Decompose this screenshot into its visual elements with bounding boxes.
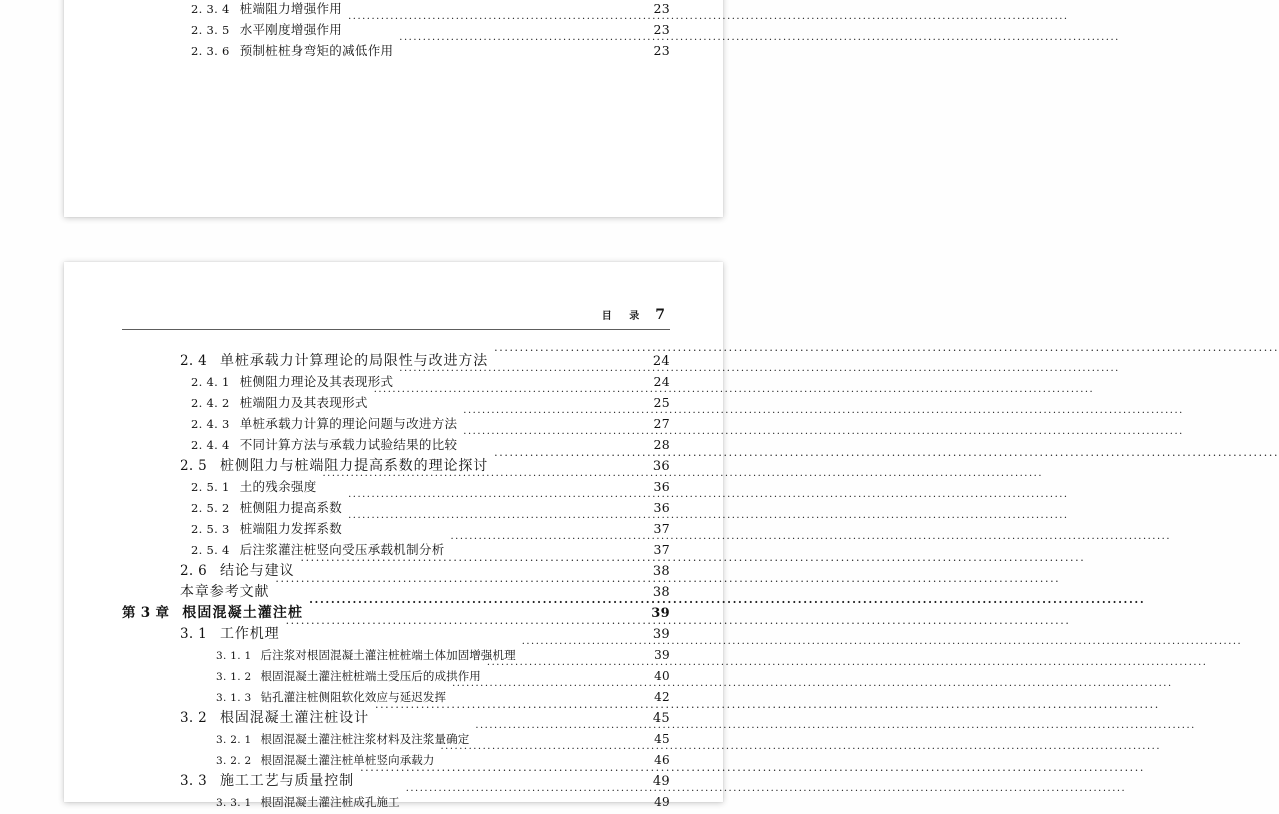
toc-list-previous-page — [64, 0, 723, 58]
toc-entry-title: 根固混凝土灌注桩桩端土受压后的成拱作用 — [260, 669, 481, 683]
toc-entry-page-number: 28 — [653, 437, 670, 452]
toc-entry-number: 2. 5. 3 — [191, 522, 230, 536]
toc-entry-page-number: 36 — [653, 479, 670, 494]
toc-entry-title: 单桩承载力计算理论的局限性与改进方法 — [219, 353, 489, 369]
toc-entry-page-number: 49 — [652, 774, 670, 789]
toc-entry-number: 3. 3. 1 — [216, 797, 252, 809]
page-sheet-current — [64, 262, 723, 809]
toc-entry-number: 3. 1. 1 — [216, 650, 252, 662]
toc-entry-number: 3. 2. 1 — [216, 734, 252, 746]
toc-entry-page-number: 23 — [653, 22, 670, 37]
header-rule-divider — [122, 329, 670, 330]
toc-entry-title: 后注浆对根固混凝土灌注桩桩端土体加固增强机理 — [260, 648, 516, 662]
toc-entry-title: 桩侧阻力理论及其表现形式 — [239, 374, 394, 389]
toc-entry-number: 2. 4. 3 — [191, 417, 230, 431]
toc-entry-page-number: 37 — [653, 542, 670, 557]
toc-entry-page-number: 36 — [653, 500, 670, 515]
toc-entry-page-number: 38 — [652, 564, 670, 579]
toc-entry-page-number: 46 — [654, 753, 670, 767]
toc-entry-page-number: 39 — [651, 606, 670, 621]
toc-entry-page-number: 24 — [653, 374, 670, 389]
toc-dot-leader — [406, 785, 644, 806]
toc-entry-number: 2. 3. 5 — [191, 23, 230, 37]
toc-entry-title: 桩侧阻力提高系数 — [239, 500, 343, 515]
toc-entry-page-number: 39 — [652, 627, 670, 642]
toc-entry-page-number: 45 — [654, 732, 670, 746]
toc-list-current-page — [64, 344, 723, 809]
toc-entry-number: 2. 5 — [180, 458, 207, 474]
toc-entry-number: 3. 3 — [180, 773, 207, 789]
toc-entry-title: 预制桩桩身弯矩的减低作用 — [239, 43, 394, 58]
page-content-previous — [64, 0, 723, 217]
toc-entry-title: 桩端阻力增强作用 — [239, 1, 343, 16]
toc-entry-title: 根固混凝土灌注桩注浆材料及注浆量确定 — [260, 732, 470, 746]
page-content-current — [64, 262, 723, 809]
toc-entry-title: 结论与建议 — [219, 563, 295, 579]
toc-entry-title: 后注浆灌注桩竖向受压承载机制分析 — [239, 542, 445, 557]
toc-entry-page-number: 45 — [652, 711, 670, 726]
toc-entry-number: 3. 1 — [180, 626, 207, 642]
toc-entry-page-number: 37 — [653, 521, 670, 536]
toc-entry-page-number: 42 — [654, 690, 670, 704]
toc-entry-title: 根固混凝土灌注桩成孔施工 — [260, 795, 400, 809]
toc-entry-page-number: 27 — [653, 416, 670, 431]
toc-entry[interactable] — [64, 785, 723, 809]
toc-entry[interactable] — [64, 34, 723, 58]
toc-entry-number: 2. 3. 6 — [191, 44, 230, 58]
toc-entry-page-number: 38 — [652, 585, 670, 600]
toc-entry-page-number: 40 — [654, 669, 670, 683]
toc-entry-title: 根固混凝土灌注桩 — [182, 605, 304, 621]
toc-entry-title: 桩侧阻力与桩端阻力提高系数的理论探讨 — [219, 458, 489, 474]
running-header — [122, 304, 665, 324]
toc-entry-title: 根固混凝土灌注桩单桩竖向承载力 — [260, 753, 435, 767]
toc-entry-title: 施工工艺与质量控制 — [219, 773, 355, 789]
page-sheet-previous — [64, 0, 723, 217]
toc-entry-title: 桩端阻力发挥系数 — [239, 521, 343, 536]
toc-entry-page-number: 49 — [654, 795, 670, 809]
toc-entry-title: 单桩承载力计算的理论问题与改进方法 — [239, 416, 458, 431]
toc-entry-number: 2. 4. 4 — [191, 438, 230, 452]
page-number: 7 — [655, 306, 665, 323]
toc-entry-page-number: 36 — [652, 459, 670, 474]
toc-entry-number: 第 3 章 — [122, 605, 170, 621]
toc-entry-title: 工作机理 — [219, 626, 280, 642]
running-header-label: 目 录 — [601, 311, 647, 322]
toc-entry-number: 2. 4. 1 — [191, 375, 230, 389]
toc-entry-number: 2. 5. 2 — [191, 501, 230, 515]
toc-entry-title: 钻孔灌注桩侧阻软化效应与延迟发挥 — [260, 690, 447, 704]
toc-entry-number: 3. 1. 3 — [216, 692, 252, 704]
toc-entry-page-number: 23 — [653, 1, 670, 16]
toc-entry-title: 不同计算方法与承载力试验结果的比较 — [239, 437, 458, 452]
toc-entry-number: 2. 3. 4 — [191, 2, 230, 16]
toc-entry-number: 3. 2. 2 — [216, 755, 252, 767]
toc-dot-leader — [399, 34, 644, 55]
toc-entry-page-number: 23 — [653, 43, 670, 58]
toc-entry-page-number: 25 — [653, 395, 670, 410]
toc-entry-page-number: 39 — [654, 648, 670, 662]
toc-entry-title: 桩端阻力及其表现形式 — [239, 395, 368, 410]
toc-entry-number: 2. 6 — [180, 563, 207, 579]
toc-entry-title: 土的残余强度 — [239, 479, 317, 494]
toc-entry-number: 2. 4 — [180, 353, 207, 369]
toc-entry-title: 根固混凝土灌注桩设计 — [219, 710, 369, 726]
toc-entry-number: 2. 5. 1 — [191, 480, 230, 494]
toc-entry-title: 本章参考文献 — [180, 584, 270, 600]
toc-entry-number: 2. 5. 4 — [191, 543, 230, 557]
toc-entry-number: 3. 1. 2 — [216, 671, 252, 683]
toc-entry-title: 水平刚度增强作用 — [239, 22, 343, 37]
toc-entry-page-number: 24 — [652, 354, 670, 369]
toc-entry-number: 2. 4. 2 — [191, 396, 230, 410]
toc-entry-number: 3. 2 — [180, 710, 207, 726]
